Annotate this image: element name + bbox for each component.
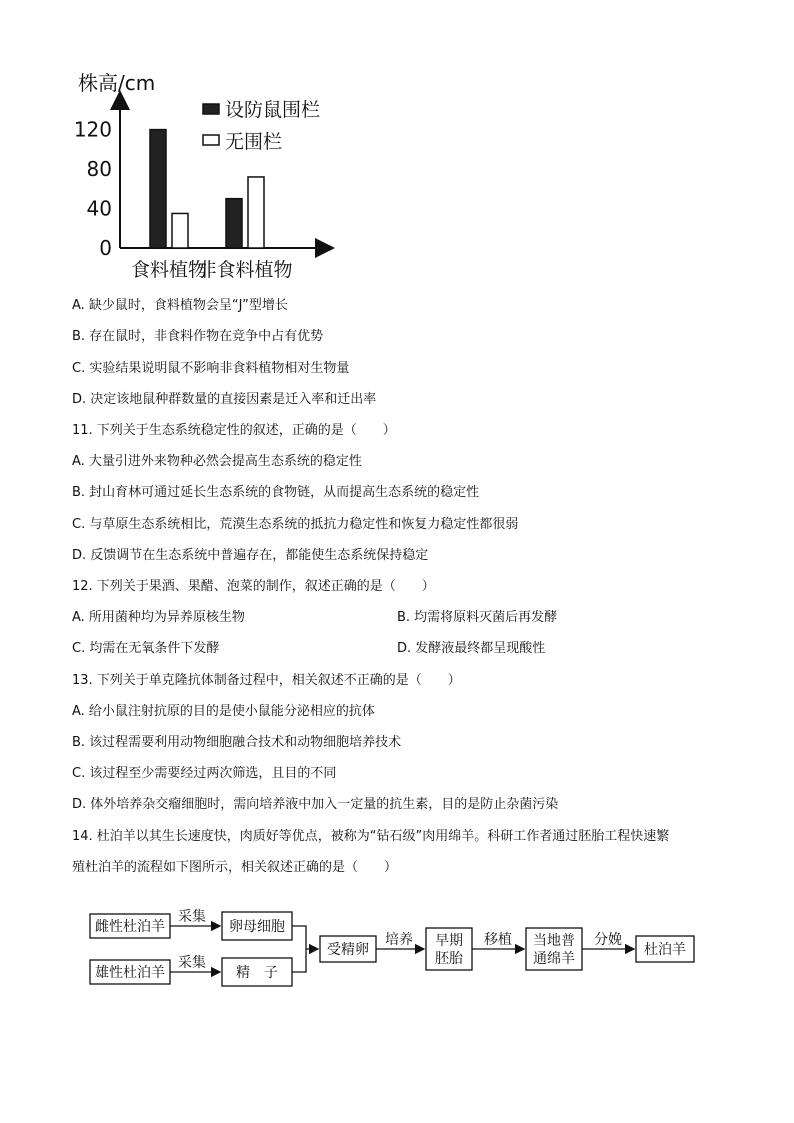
bar-fenced-1 — [226, 199, 242, 248]
legend-label-unfenced: 无围栏 — [225, 131, 283, 153]
transplant-label: 移植 — [484, 932, 512, 948]
q12-option-d: D. 发酵液最终都呈现酸性 — [397, 641, 546, 656]
egg-cell-label: 卵母细胞 — [229, 919, 285, 935]
embryo-label-line2: 胚胎 — [435, 951, 463, 967]
breeding-flow-diagram — [86, 900, 706, 1000]
q14-stem-line2: 殖杜泊羊的流程如下图所示，相关叙述正确的是（ ） — [72, 860, 398, 875]
sperm-label: 精 子 — [236, 965, 278, 981]
female-sheep-label: 雌性杜泊羊 — [95, 919, 165, 935]
q11-option-b: B. 封山育林可通过延长生态系统的食物链，从而提高生态系统的稳定性 — [72, 485, 480, 500]
bar-fenced-0 — [150, 130, 166, 248]
q10-option-b: B. 存在鼠时，非食料作物在竞争中占有优势 — [72, 329, 324, 344]
legend-label-fenced: 设防鼠围栏 — [225, 99, 321, 121]
embryo-label-line1: 早期 — [435, 933, 463, 949]
q13-option-c: C. 该过程至少需要经过两次筛选，且目的不同 — [72, 766, 337, 781]
q13-option-a: A. 给小鼠注射抗原的目的是使小鼠能分泌相应的抗体 — [72, 704, 375, 719]
y-tick-label: 0 — [99, 236, 112, 260]
q10-option-d: D. 决定该地鼠种群数量的直接因素是迁入率和迁出率 — [72, 392, 377, 407]
y-tick-label: 40 — [86, 196, 112, 221]
local-sheep-label-line1: 当地普 — [533, 933, 575, 949]
q11-option-a: A. 大量引进外来物种必然会提高生态系统的稳定性 — [72, 454, 362, 469]
culture-label: 培养 — [385, 932, 413, 948]
q12-option-b: B. 均需将原料灭菌后再发酵 — [397, 610, 558, 625]
zygote-label: 受精卵 — [327, 942, 369, 958]
x-category-label: 食料植物 — [130, 259, 208, 281]
y-tick-label: 80 — [86, 157, 112, 182]
q12-option-c: C. 均需在无氧条件下发酵 — [72, 641, 220, 656]
y-axis-label: 株高/cm — [78, 71, 156, 95]
q11-stem: 11. 下列关于生态系统稳定性的叙述，正确的是（ ） — [72, 423, 396, 438]
collect-label-2: 采集 — [178, 955, 206, 971]
merge-line — [292, 926, 306, 972]
legend-swatch-unfenced — [203, 135, 219, 145]
birth-label: 分娩 — [594, 932, 622, 948]
legend-swatch-fenced — [203, 104, 219, 114]
q13-option-d: D. 体外培养杂交瘤细胞时，需向培养液中加入一定量的抗生素，目的是防止杂菌污染 — [72, 797, 559, 812]
q10-option-c: C. 实验结果说明鼠不影响非食料植物相对生物量 — [72, 361, 350, 376]
y-tick-label: 120 — [73, 117, 112, 142]
q10-option-a: A. 缺少鼠时，食料植物会呈“J”型增长 — [72, 298, 288, 313]
plant-height-chart — [70, 60, 350, 290]
q13-stem: 13. 下列关于单克隆抗体制备过程中，相关叙述不正确的是（ ） — [72, 673, 461, 688]
q11-option-d: D. 反馈调节在生态系统中普遍存在，都能使生态系统保持稳定 — [72, 548, 429, 563]
q13-option-b: B. 该过程需要利用动物细胞融合技术和动物细胞培养技术 — [72, 735, 402, 750]
result-sheep-label: 杜泊羊 — [644, 942, 686, 958]
bar-unfenced-0 — [172, 213, 188, 248]
local-sheep-label-line2: 通绵羊 — [533, 951, 575, 967]
q14-stem-line1: 14. 杜泊羊以其生长速度快，肉质好等优点，被称为“钻石级”肉用绵羊。科研工作者通过胚胎工程快速繁 — [72, 829, 670, 844]
male-sheep-label: 雄性杜泊羊 — [95, 965, 165, 981]
q11-option-c: C. 与草原生态系统相比，荒漠生态系统的抵抗力稳定性和恢复力稳定性都很弱 — [72, 517, 519, 532]
collect-label-1: 采集 — [178, 909, 206, 925]
x-category-label: 非食料植物 — [197, 259, 293, 281]
q12-option-a: A. 所用菌种均为异养原核生物 — [72, 610, 245, 625]
q12-stem: 12. 下列关于果酒、果醋、泡菜的制作，叙述正确的是（ ） — [72, 579, 435, 594]
bar-unfenced-1 — [248, 177, 264, 248]
